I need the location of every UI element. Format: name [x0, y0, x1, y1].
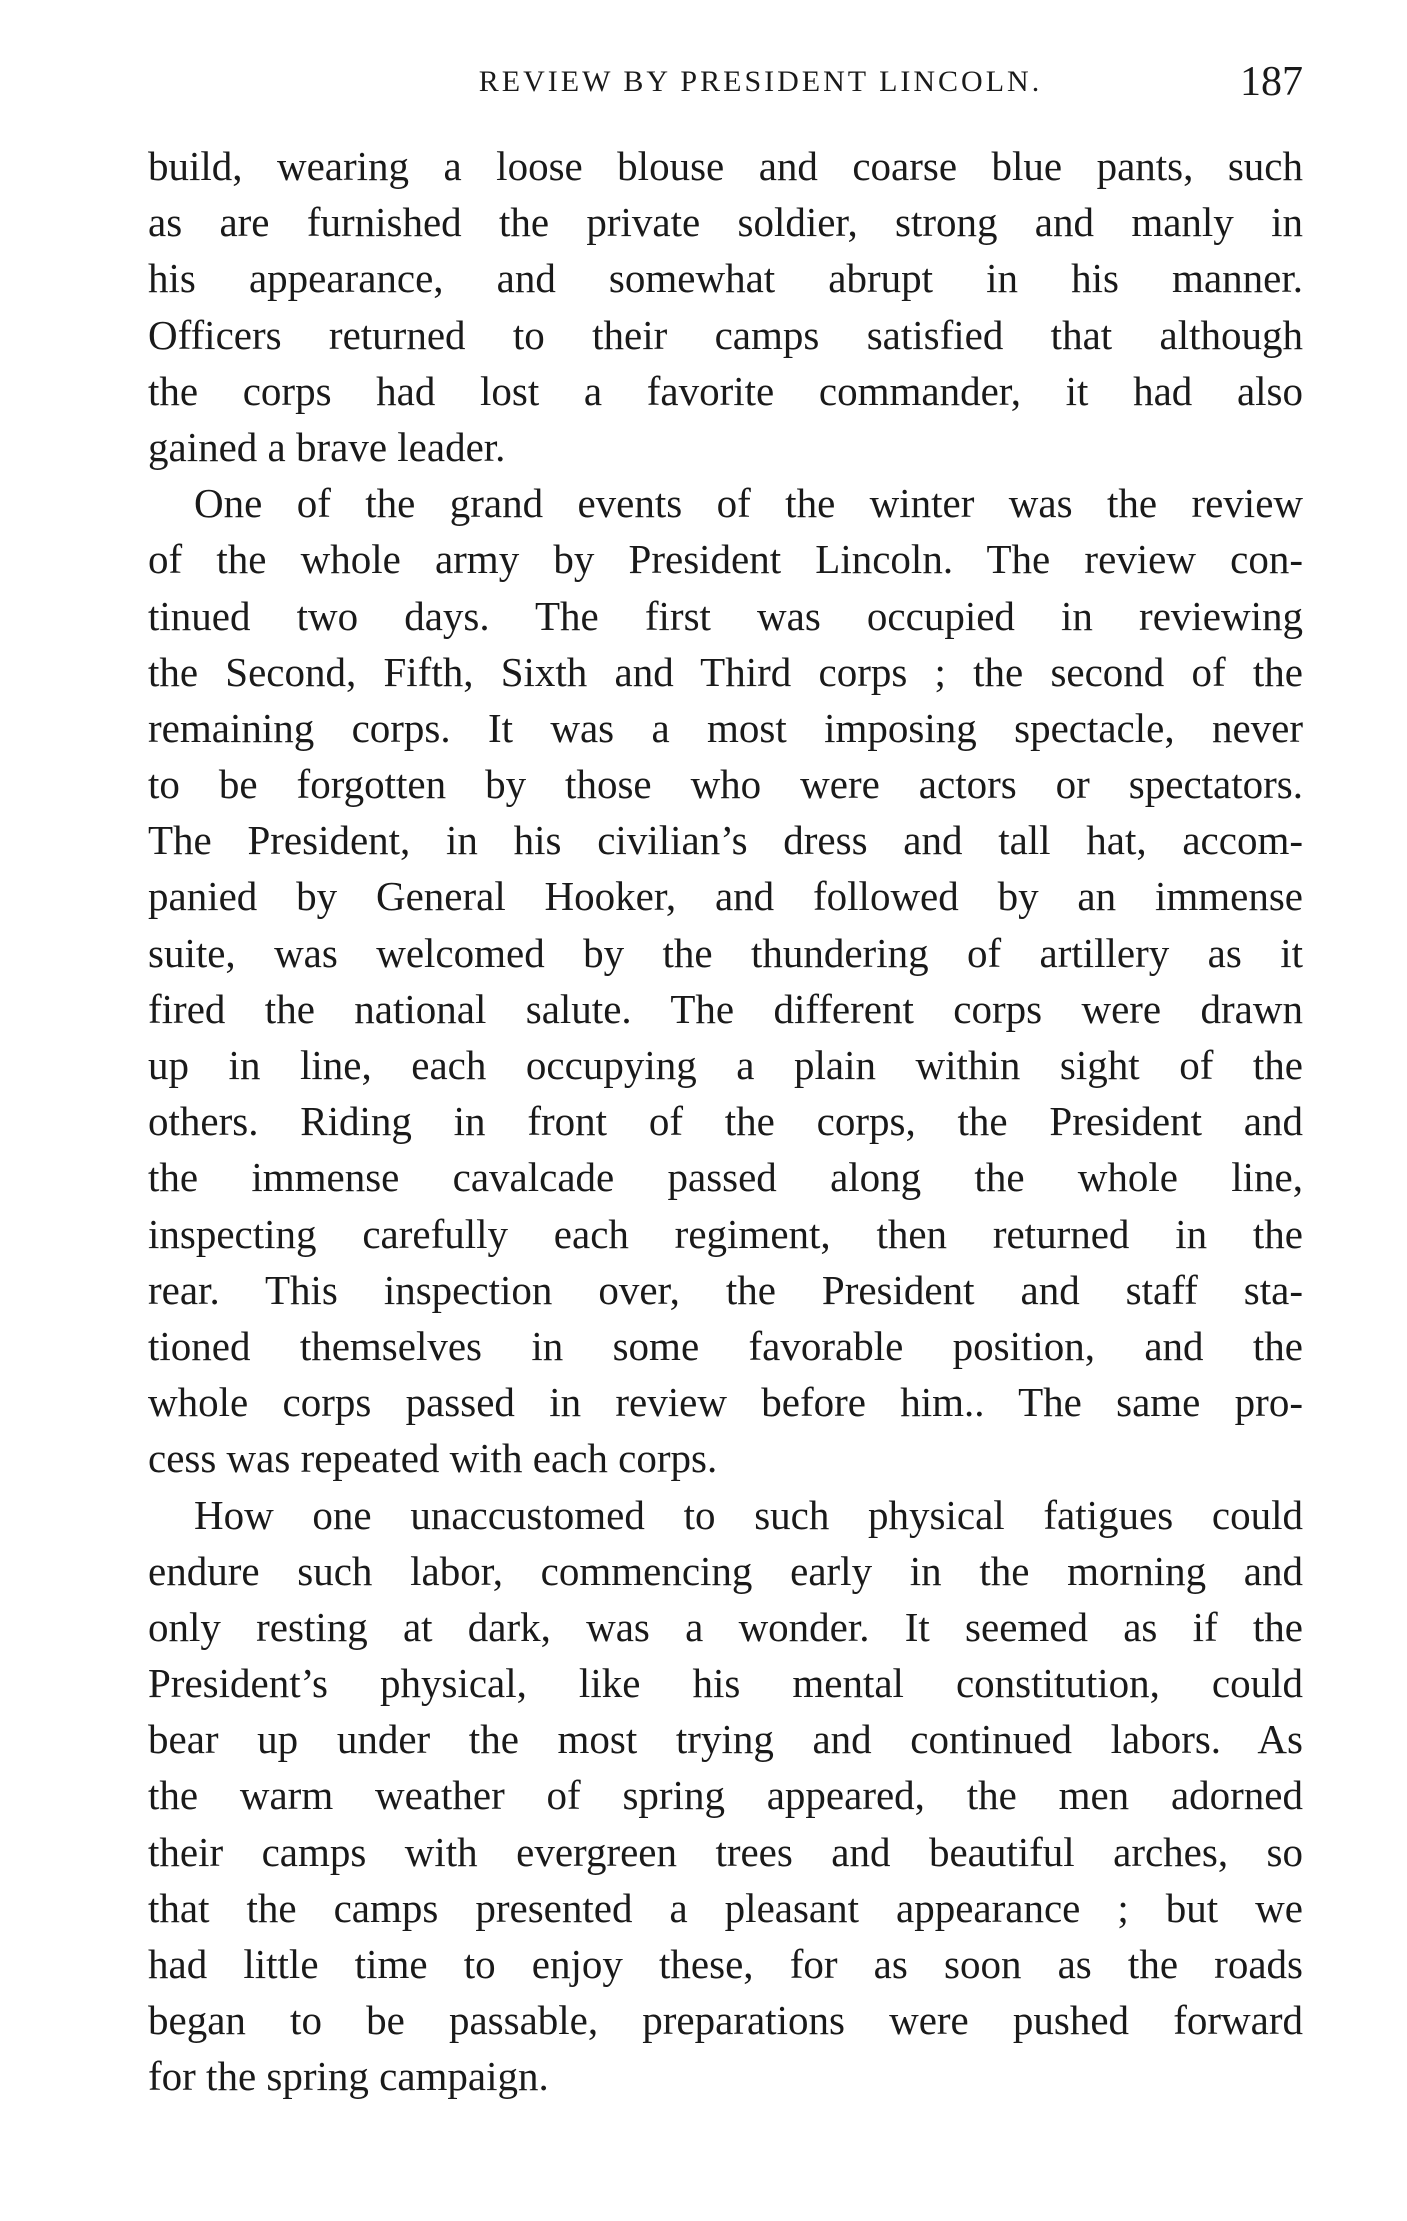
- text-line: build, wearing a loose blouse and coarse blue pants, such: [148, 143, 1303, 189]
- text-line: suite, was welcomed by the thundering of artillery as it: [148, 929, 1303, 976]
- text-line: remaining corps. It was a most imposing spectacle, never: [148, 704, 1303, 751]
- page-number: 187: [1240, 59, 1303, 105]
- text-line: began to be passable, preparations were pushed forward: [148, 1997, 1303, 2044]
- body-text: [148, 138, 1303, 2105]
- text-line: Officers returned to their camps satisfied that although: [148, 311, 1303, 358]
- running-head: [148, 52, 1303, 112]
- text-line: bear up under the most trying and continued labors. As: [148, 1716, 1303, 1763]
- text-line: President’s physical, like his mental constitution, could: [148, 1660, 1303, 1707]
- text-line: as are furnished the private soldier, strong and manly in: [148, 199, 1303, 246]
- text-line: tioned themselves in some favorable position, and the: [148, 1322, 1303, 1369]
- text-line: gained a brave leader.: [148, 423, 506, 470]
- text-line: One of the grand events of the winter was the review: [194, 480, 1303, 527]
- text-line: his appearance, and somewhat abrupt in his manner.: [148, 255, 1303, 302]
- text-line: the immense cavalcade passed along the whole line,: [148, 1154, 1303, 1201]
- text-line: The President, in his civilian’s dress and tall hat, accom-: [148, 817, 1303, 864]
- text-line: only resting at dark, was a wonder. It seemed as if the: [148, 1603, 1303, 1650]
- text-line: their camps with evergreen trees and beautiful arches, so: [148, 1828, 1303, 1875]
- text-line: the Second, Fifth, Sixth and Third corps ; the second of the: [148, 648, 1303, 695]
- text-line: the warm weather of spring appeared, the men adorned: [148, 1772, 1303, 1819]
- running-title: REVIEW BY PRESIDENT LINCOLN.: [478, 65, 1043, 98]
- text-line: others. Riding in front of the corps, the President and: [148, 1098, 1303, 1145]
- text-line: up in line, each occupying a plain within sight of the: [148, 1042, 1303, 1088]
- text-line: How one unaccustomed to such physical fatigues could: [194, 1491, 1303, 1538]
- text-line: whole corps passed in review before him.. The same pro-: [148, 1379, 1303, 1426]
- text-line: endure such labor, commencing early in the morning and: [148, 1547, 1303, 1594]
- text-line: fired the national salute. The different corps were drawn: [148, 985, 1303, 1032]
- text-line: had little time to enjoy these, for as soon as the roads: [148, 1941, 1303, 1987]
- text-line: that the camps presented a pleasant appearance ; but we: [148, 1884, 1303, 1931]
- text-line: panied by General Hooker, and followed by an immense: [148, 873, 1303, 920]
- text-line: to be forgotten by those who were actors or spectators.: [148, 761, 1303, 808]
- text-line: cess was repeated with each corps.: [148, 1435, 718, 1482]
- text-line: the corps had lost a favorite commander, it had also: [148, 367, 1303, 414]
- text-line: tinued two days. The first was occupied in reviewing: [148, 592, 1303, 639]
- text-line: inspecting carefully each regiment, then returned in the: [148, 1210, 1303, 1257]
- text-line: rear. This inspection over, the President and staff sta-: [148, 1266, 1303, 1313]
- text-line: for the spring campaign.: [148, 2053, 549, 2100]
- text-line: of the whole army by President Lincoln. The review con-: [148, 536, 1303, 583]
